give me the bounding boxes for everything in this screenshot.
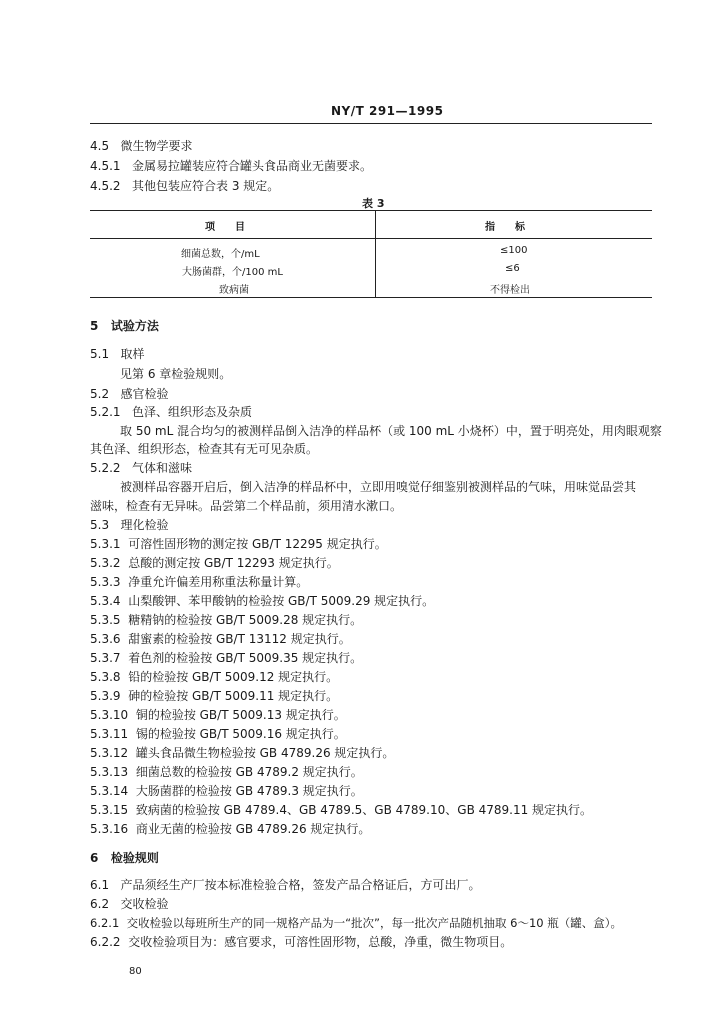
table-cell-item: 致病菌 <box>219 285 249 296</box>
section-number: 6.2.1 <box>90 916 120 930</box>
list-item <box>90 915 622 931</box>
list-item <box>90 764 363 780</box>
clause-text: 砷的检验按 GB/T 5009.11 规定执行。 <box>128 689 339 703</box>
table-cell-item: 大肠菌群，个/100 mL <box>182 267 283 278</box>
clause-text: 甜蜜素的检验按 GB/T 13112 规定执行。 <box>128 632 351 646</box>
paragraph: 其色泽、组织形态，检查其有无可见杂质。 <box>90 442 319 456</box>
section-5-title <box>90 318 159 334</box>
section-number: 4.5.1 <box>90 159 121 173</box>
clause-text: 交收检验以每班所生产的同一规格产品为一“批次”，每一批次产品随机抽取 6～10 瓶（罐、盒）。 <box>126 916 622 930</box>
clause-text: 总酸的测定按 GB/T 12293 规定执行。 <box>128 556 339 570</box>
section-number: 5.1 <box>90 347 110 361</box>
section-number: 6 <box>90 851 99 865</box>
standard-code-header: NY/T 291—1995 <box>331 104 444 118</box>
section-number: 6.1 <box>90 878 110 892</box>
table-top-rule <box>90 210 652 211</box>
section-number: 5.3.7 <box>90 651 121 665</box>
clause-text: 罐头食品微生物检验按 GB 4789.26 规定执行。 <box>135 746 395 760</box>
clause-text: 可溶性固形物的测定按 GB/T 12295 规定执行。 <box>128 537 387 551</box>
list-item <box>90 574 308 590</box>
table-cell-item: 细菌总数，个/mL <box>181 249 260 260</box>
paragraph: 滋味，检查有无异味。品尝第二个样品前，须用清水漱口。 <box>90 499 403 513</box>
list-item <box>90 783 363 799</box>
section-number: 5.3.5 <box>90 613 121 627</box>
table-caption: 表 3 <box>362 197 385 210</box>
list-item <box>90 650 362 666</box>
section-heading: 感官检验 <box>120 387 169 401</box>
section-number: 5.3.2 <box>90 556 121 570</box>
list-item <box>90 877 481 893</box>
section-number: 6.2.2 <box>90 935 121 949</box>
section-heading: 微生物学要求 <box>120 139 193 153</box>
section-number: 5.2 <box>90 387 110 401</box>
section-5-1 <box>90 346 145 362</box>
table-header-item: 项 目 <box>205 222 245 233</box>
clause-text: 着色剂的检验按 GB/T 5009.35 规定执行。 <box>128 651 363 665</box>
list-item <box>90 745 394 761</box>
clause-text: 致病菌的检验按 GB 4789.4、GB 4789.5、GB 4789.10、GB 4789.11 规定执行。 <box>135 803 593 817</box>
section-heading: 试验方法 <box>110 319 159 333</box>
paragraph: 取 50 mL 混合均匀的被测样品倒入洁净的样品杯（或 100 mL 小烧杯）中，置于明亮处，用肉眼观察 <box>120 424 662 438</box>
paragraph: 被测样品容器开启后，倒入洁净的样品杯中，立即用嗅觉仔细鉴别被测样品的气味，用味觉品尝其 <box>120 480 637 494</box>
section-4-5-2 <box>90 178 279 194</box>
table-cell-value: ≤100 <box>500 245 528 256</box>
section-5-2-1 <box>90 404 252 420</box>
section-number: 5.2.1 <box>90 405 121 419</box>
section-number: 6.2 <box>90 897 110 911</box>
table-cell-value: ≤6 <box>505 263 520 274</box>
table-header-rule <box>90 238 652 239</box>
clause-text: 净重允许偏差用称重法称量计算。 <box>128 575 309 589</box>
section-number: 5.3.14 <box>90 784 129 798</box>
list-item <box>90 555 339 571</box>
section-number: 5.3.9 <box>90 689 121 703</box>
clause-text: 大肠菌群的检验按 GB 4789.3 规定执行。 <box>135 784 363 798</box>
page-number: 80 <box>129 966 142 977</box>
clause-text: 糖精钠的检验按 GB/T 5009.28 规定执行。 <box>128 613 363 627</box>
clause-text: 其他包装应符合表 3 规定。 <box>132 179 280 193</box>
section-heading: 气体和滋味 <box>132 461 193 475</box>
clause-text: 山梨酸钾、苯甲酸钠的检验按 GB/T 5009.29 规定执行。 <box>128 594 435 608</box>
section-number: 5.3.4 <box>90 594 121 608</box>
section-number: 5.3.12 <box>90 746 129 760</box>
section-number: 5 <box>90 319 99 333</box>
section-number: 5.3.6 <box>90 632 121 646</box>
list-item <box>90 593 434 609</box>
clause-text: 产品须经生产厂按本标准检验合格，签发产品合格证后，方可出厂。 <box>120 878 481 892</box>
clause-text: 交收检验 <box>120 897 169 911</box>
list-item <box>90 536 387 552</box>
section-5-2 <box>90 386 169 402</box>
section-number: 5.3.3 <box>90 575 121 589</box>
table-column-divider <box>375 210 376 297</box>
section-heading: 色泽、组织形态及杂质 <box>132 405 253 419</box>
section-heading: 取样 <box>120 347 145 361</box>
section-4-5-1 <box>90 158 372 174</box>
list-item <box>90 934 512 950</box>
paragraph: 见第 6 章检验规则。 <box>120 367 232 381</box>
list-item <box>90 612 362 628</box>
section-number: 5.3.8 <box>90 670 121 684</box>
header-rule <box>90 123 652 124</box>
clause-text: 锡的检验按 GB/T 5009.16 规定执行。 <box>135 727 346 741</box>
list-item <box>90 669 338 685</box>
list-item <box>90 896 169 912</box>
list-item <box>90 726 346 742</box>
section-number: 4.5 <box>90 139 110 153</box>
section-number: 5.3.15 <box>90 803 129 817</box>
section-number: 5.3.16 <box>90 822 129 836</box>
clause-text: 铅的检验按 GB/T 5009.12 规定执行。 <box>128 670 339 684</box>
clause-text: 交收检验项目为：感官要求，可溶性固形物，总酸，净重，微生物项目。 <box>128 935 513 949</box>
section-heading: 检验规则 <box>110 851 159 865</box>
clause-text: 商业无菌的检验按 GB 4789.26 规定执行。 <box>135 822 371 836</box>
section-5-2-2 <box>90 460 192 476</box>
section-6-title <box>90 850 159 866</box>
section-number: 5.3.13 <box>90 765 129 779</box>
list-item <box>90 802 592 818</box>
section-4-5 <box>90 138 193 154</box>
section-number: 5.2.2 <box>90 461 121 475</box>
section-number: 5.3.1 <box>90 537 121 551</box>
section-number: 5.3 <box>90 518 110 532</box>
section-number: 5.3.11 <box>90 727 129 741</box>
clause-text: 金属易拉罐装应符合罐头食品商业无菌要求。 <box>132 159 373 173</box>
section-heading: 理化检验 <box>120 518 169 532</box>
table-header-value: 指 标 <box>485 222 525 233</box>
table-cell-value: 不得检出 <box>490 285 530 296</box>
list-item <box>90 688 338 704</box>
section-number: 4.5.2 <box>90 179 121 193</box>
section-5-3 <box>90 517 169 533</box>
section-number: 5.3.10 <box>90 708 129 722</box>
table-bottom-rule <box>90 297 652 298</box>
list-item <box>90 821 370 837</box>
list-item <box>90 631 351 647</box>
list-item <box>90 707 346 723</box>
clause-text: 铜的检验按 GB/T 5009.13 规定执行。 <box>135 708 346 722</box>
clause-text: 细菌总数的检验按 GB 4789.2 规定执行。 <box>135 765 363 779</box>
